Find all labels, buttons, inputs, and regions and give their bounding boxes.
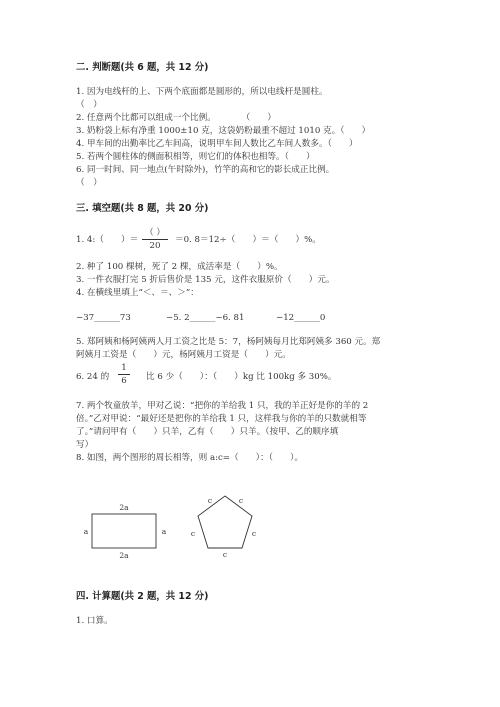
pentagon-shape [198,496,252,548]
s3-q7-line2: 倍。”乙对甲说：“最好还是把你的羊给我 1 只，这样我与你的羊的只数就相等 [76,414,367,424]
fraction-numerator: 1 [121,363,127,373]
fraction-denominator: 6 [121,376,127,386]
s3-q3: 3. 一件衣服打完 5 折后售价是 135 元，这件衣服原价（ ）元。 [76,275,335,285]
s3-q2: 2. 种了 100 棵树，死了 2 棵，成活率是（ ）%。 [76,262,283,272]
s3-q4: 4. 在横线里填上“＜、＝、＞”： [76,288,199,298]
s3-q4-compare-a[interactable]: −37______73 [76,313,131,323]
s4-q1: 1. 口算。 [76,616,113,626]
s3-q1-post: ＝0. 8＝12÷（ ）＝（ ）%。 [175,235,321,245]
s3-q7-line1: 7. 两个牧童放羊，甲对乙说：“把你的羊给我 1 只，我的羊正好是你的羊的 2 [76,401,369,411]
rectangle-shape [92,514,156,548]
s3-q7-line3: 了。”请问甲有（ ）只羊，乙有（ ）只羊。（按甲、乙的顺序填 [76,427,339,437]
s3-q1-pre: 1. 4:（ ）＝ [76,235,139,245]
rect-left-label: a [83,527,89,536]
rect-bottom-label: 2a [119,551,129,560]
section3-title: 三. 填空题(共 8 题，共 20 分) [76,203,209,214]
s2-q5: 5. 若两个圆柱体的侧面积相等，则它们的体积也相等。（ ） [76,152,315,162]
s2-q4: 4. 甲车间的出勤率比乙车间高，说明甲车间人数比乙车间人数多。（ ） [76,139,358,149]
pentagon-side-label: c [207,496,213,505]
s3-q5-line1: 5. 郑阿姨和杨阿姨两人月工资之比是 5：7，杨阿姨每月比郑阿姨多 360 元。郑 [76,337,381,347]
s3-q7-line4: 写） [76,440,94,450]
s2-q6-answer[interactable]: （ ） [76,178,102,188]
pentagon-side-label: c [222,550,228,559]
s2-q3: 3. 奶粉袋上标有净重 1000±10 克，这袋奶粉最重不超过 1010 克。（ ） [76,126,371,136]
s3-q4-compare-b[interactable]: −5. 2______−6. 81 [166,313,245,323]
s2-q1-line1: 1. 因为电线杆的上、下两个底面都是圆形的，所以电线杆是圆柱。 [76,87,328,97]
fraction-numerator: （ ） [145,228,165,238]
s3-q8: 8. 如图，两个图形的周长相等，则 a:c=（ ）：（ ）。 [76,453,304,463]
pentagon-side-label: c [190,529,196,538]
section2-title: 二. 判断题(共 6 题，共 12 分) [76,62,209,73]
s3-q6-post: 比 6 少（ ）：（ ）kg 比 100kg 多 30%。 [146,372,337,382]
s3-q6-pre: 6. 24 的 [76,372,110,382]
s3-q5-line2: 阿姨月工资是（ ）元，杨阿姨月工资是（ ）元。 [76,350,291,360]
s2-q6-line1: 6. 同一时间、同一地点(午时除外)，竹竿的高和它的影长成正比例。 [76,165,335,175]
s2-q2: 2. 任意两个比都可以组成一个比例。 （ ） [76,113,276,123]
s3-q4-compare-c[interactable]: −12______0 [276,313,326,323]
pentagon-side-label: c [238,496,244,505]
rect-right-label: a [161,527,167,536]
section4-title: 四. 计算题(共 2 题，共 12 分) [76,591,209,602]
pentagon-side-label: c [251,529,257,538]
rect-top-label: 2a [119,503,129,512]
fraction-denominator: 20 [149,241,161,251]
s2-q1-answer[interactable]: （ ） [76,100,102,110]
